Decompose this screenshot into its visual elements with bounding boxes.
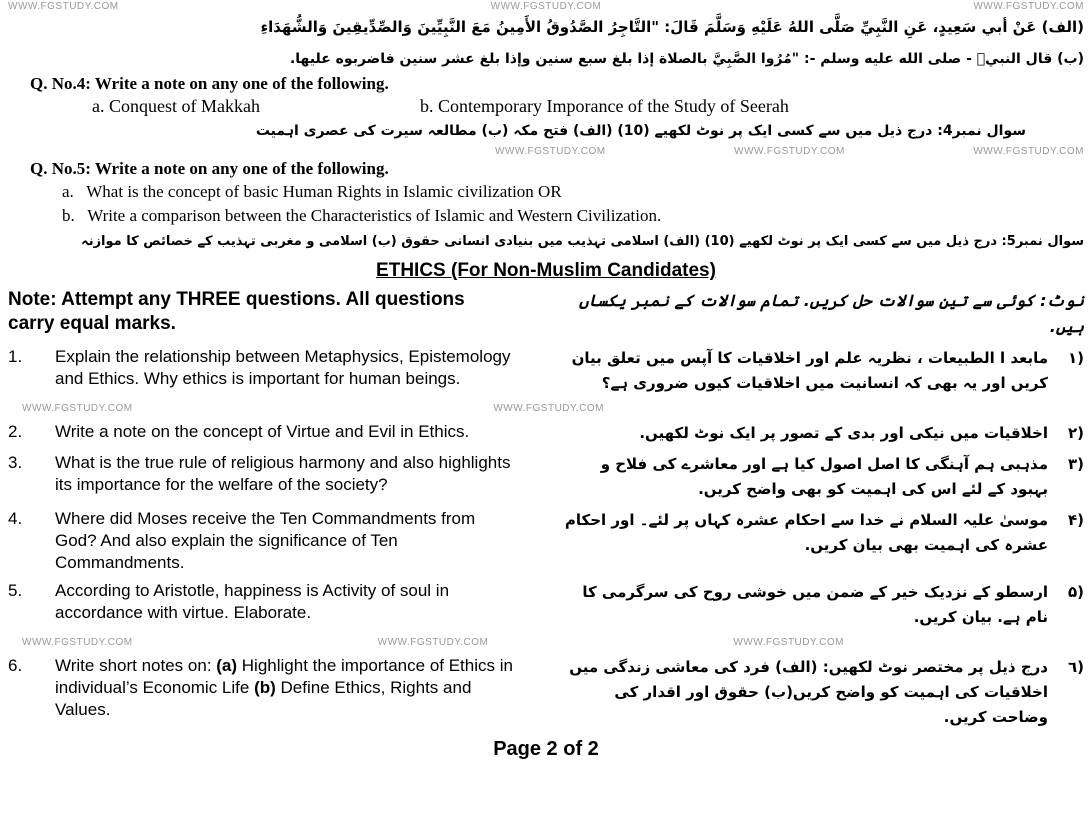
watermark: WWW.FGSTUDY.COM [973,146,1084,157]
watermark-row [8,0,1084,13]
note-urdu: نوٹ: کوئی سے تین سوالات حل کریں. تمام سوالات کے نمبر یکساں ہیں. [579,291,1084,336]
watermark-row [8,402,1084,415]
question-text: Highlight the importance of Ethics in individual’s Economic Life [55,656,513,697]
q4-heading: Q. No.4: Write a note on any one of the following. [30,74,389,93]
watermark-row [8,145,1084,158]
question-5-en [8,580,513,630]
watermark: WWW.FGSTUDY.COM [22,637,133,648]
question-4-en [8,508,513,574]
question-number: 6. [8,656,23,675]
question-text: Write a note on the concept of Virtue and Evil in Ethics. [55,422,470,441]
q4-option-a: a. Conquest of Makkah [92,96,260,116]
q4-options [8,95,1084,117]
question-text: Where did Moses receive the Ten Commandments from God? And also explain the significance of Ten Commandments. [55,509,476,572]
question-1-ur [561,346,1084,396]
question-text: According to Aristotle, happiness is Activity of soul in accordance with virtue. Elaborate. [55,581,450,622]
question-number: 3. [8,453,23,472]
q5-b-label: b. [62,206,75,225]
q4-option-b: b. Contemporary Imporance of the Study of Seerah [420,96,789,116]
q5-a-label: a. [62,182,74,201]
watermark: WWW.FGSTUDY.COM [733,637,844,648]
watermark: WWW.FGSTUDY.COM [495,146,606,157]
part-b-label: (b) [254,678,276,697]
question-4-ur [561,508,1084,574]
question-number: 4. [8,509,23,528]
question-2-en [8,421,513,446]
question-6-en [8,655,513,730]
watermark: WWW.FGSTUDY.COM [734,146,845,157]
ethics-title: ETHICS (For Non-Muslim Candidates) [376,260,716,281]
question-text: موسیٰ علیہ السلام نے خدا سے احکام عشرہ کہاں پر لئے۔ اور احکام عشرہ کی اہمیت بھی بیان کریں. [564,511,1048,554]
q5-option-a [62,180,1084,204]
question-text: Define Ethics, Rights and Values. [55,678,472,719]
question-text: Explain the relationship between Metaphysics, Epistemology and Ethics. Why ethics is important for human beings. [55,347,511,388]
part-a-label: (a) [216,656,238,675]
q5-urdu: سوال نمبر5: درج ذیل میں سے کسی ایک پر نوٹ لکھیے (10) (الف) اسلامی تہذیب میں بنیادی انسانی حقوق (ب) اسلامی و مغربی تہذیب کے خصائص کا موازنہ [81,234,1084,249]
question-text: Write short notes on: [55,656,217,675]
question-5-ur [561,580,1084,630]
q4-urdu: سوال نمبر4: درج ذیل میں سے کسی ایک پر نوٹ لکھیے (10) (الف) فتح مکہ (ب) مطالعہ سیرت کی عصری اہمیت [255,123,1026,139]
question-number: (۱ [1067,349,1084,367]
watermark-row [8,636,1084,649]
ethics-questions [8,288,1084,730]
question-number: (۴ [1067,511,1084,529]
q5-heading: Q. No.5: Write a note on any one of the following. [30,159,389,178]
question-text: مذہبی ہم آہنگی کا اصل اصول کیا ہے اور معاشرے کی فلاح و بہبود کے لئے اس کی اہمیت کو بھی واضح کریں. [600,455,1048,498]
watermark: WWW.FGSTUDY.COM [22,403,133,414]
question-number: 5. [8,581,23,600]
question-6-ur [561,655,1084,730]
question-text: اخلاقیات میں نیکی اور بدی کے تصور پر ایک نوٹ لکھیں. [639,424,1048,442]
watermark: WWW.FGSTUDY.COM [377,637,489,648]
question-3-ur [561,452,1084,502]
question-text: What is the true rule of religious harmony and also highlights its importance for the welfare of the society? [55,453,511,494]
question-number: (۵ [1067,583,1084,601]
question-text: مابعد ا الطبیعات ، نظریہ علم اور اخلاقیات کا آپس میں تعلق بیان کریں اور یہ بھی کہ انسانیت میں اخلاقیات کیوں ضروری ہے؟ [571,349,1048,392]
question-number: 1. [8,347,23,366]
question-number: (۳ [1067,455,1084,473]
watermark: WWW.FGSTUDY.COM [973,1,1084,12]
question-text: ارسطو کے نزدیک خیر کے ضمن میں خوشی روح کی سرگرمی کا نام ہے. بیان کریں. [582,583,1048,626]
question-2-ur [561,421,1084,446]
question-number: (۲ [1067,424,1084,442]
question-1-en [8,346,513,396]
arabic-hadith-a: (الف) عَنْ أبي سَعِيدٍ، عَنِ النَّبِيِّ صَلَّى اللهُ عَلَيْهِ وَسَلَّمَ قَالَ: "التَّاجِرُ الصَّدُوقُ الأَمِينُ مَعَ النَّبِيِّينَ وَالصِّدِّيقِينَ وَالشُّهَدَاءِ [260,18,1084,36]
question-number: 2. [8,422,23,441]
q5-b-text: Write a comparison between the Characteristics of Islamic and Western Civilization. [87,206,662,225]
question-3-en [8,452,513,502]
note-english: Note: Attempt any THREE questions. All questions carry equal marks. [8,289,465,334]
watermark: WWW.FGSTUDY.COM [490,1,602,12]
watermark: WWW.FGSTUDY.COM [493,403,604,414]
q5-a-text: What is the concept of basic Human Rights in Islamic civilization OR [86,182,562,201]
page-number: Page 2 of 2 [493,738,599,760]
question-text: درج ذیل پر مختصر نوٹ لکھیں: (الف) فرد کی معاشی زندگی میں اخلاقیات کی اہمیت کو واضح کریں(ب) حقوق اور اقدار کی وضاحت کریں. [569,658,1048,726]
question-number: (٦ [1067,658,1084,676]
arabic-hadith-b: (ب) قال النبيؐ - صلى الله عليه وسلم -: "مُرُوا الصَّبِيَّ بالصلاة إذا بلغ سبع سنين وإذا بلغ عشر سنين فاضربوه عليها. [289,51,1084,67]
watermark: WWW.FGSTUDY.COM [8,1,119,12]
q5-option-b [62,204,1084,228]
